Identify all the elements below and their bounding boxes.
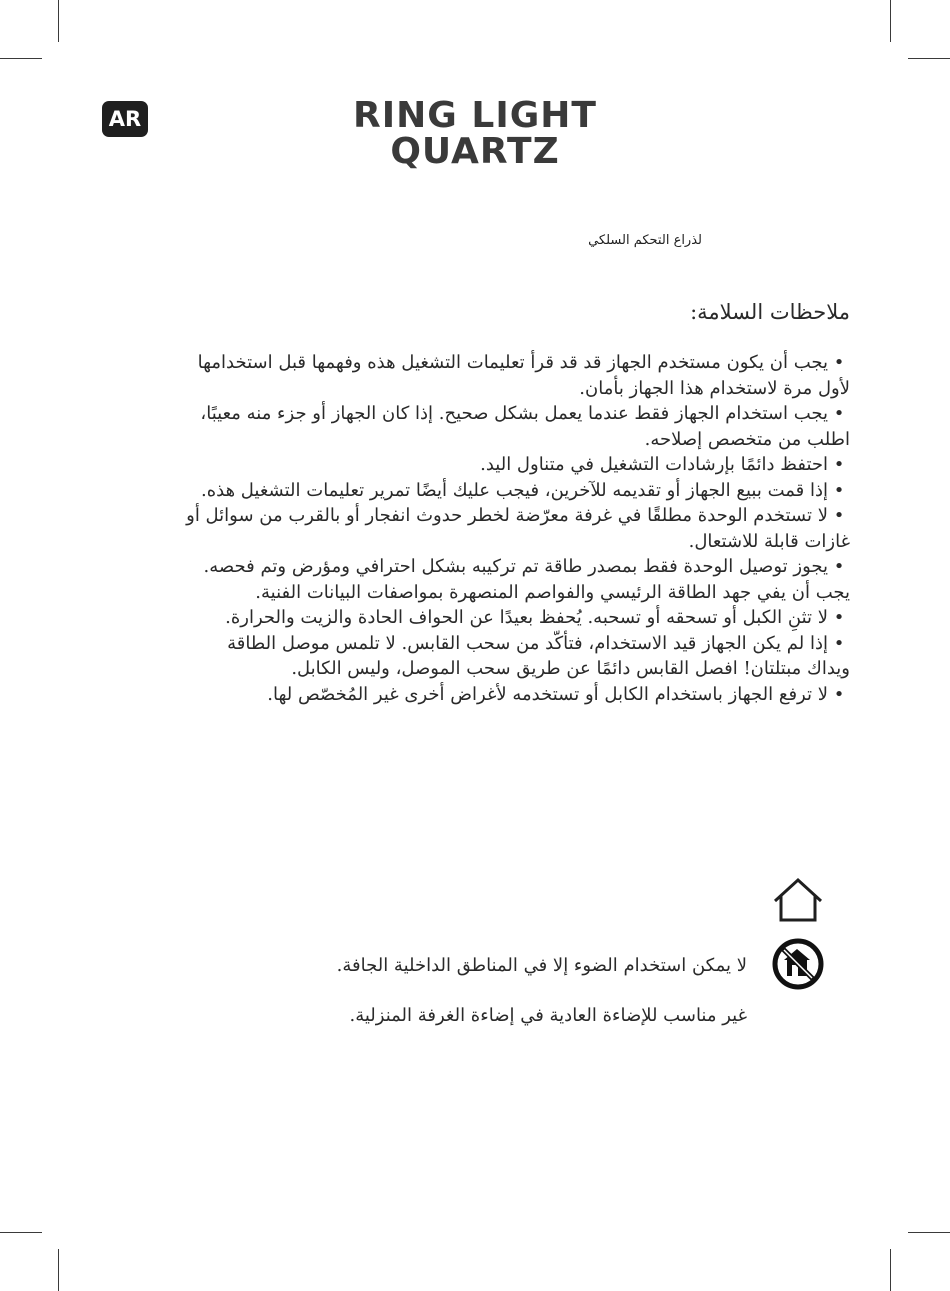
not-room-lighting-note: غير مناسب للإضاءة العادية في إضاءة الغرفة المنزلية. xyxy=(349,1005,747,1026)
house-icon xyxy=(772,877,824,923)
safety-note: •لا تثنِ الكبل أو تسحقه أو تسحبه. يُحفظ بعيدًا عن الحواف الحادة والزيت والحرارة. xyxy=(185,605,850,631)
crop-mark-top-right xyxy=(890,0,891,42)
safety-note: •إذا قمت ببيع الجهاز أو تقديمه للآخرين، فيجب عليك أيضًا تمرير تعليمات التشغيل هذه. xyxy=(185,478,850,504)
bullet-icon: • xyxy=(833,683,845,705)
safety-note: •يجب أن يكون مستخدم الجهاز قد قد قرأ تعليمات التشغيل هذه وفهمها قبل استخدامها لأول مرة لاستخدام هذا الجهاز بأمان. xyxy=(197,352,850,399)
crop-mark-top-right-h xyxy=(908,58,950,59)
safety-note: •احتفظ دائمًا بإرشادات التشغيل في متناول اليد. xyxy=(185,452,850,478)
no-outdoor-use-icon xyxy=(772,938,824,990)
bullet-icon: • xyxy=(833,352,845,373)
crop-mark-top-left-h xyxy=(0,58,42,59)
bullet-icon: • xyxy=(833,454,845,475)
bullet-icon: • xyxy=(833,556,845,577)
bullet-icon: • xyxy=(833,479,845,501)
crop-mark-bottom-left xyxy=(58,1249,59,1291)
safety-note: •لا تستخدم الوحدة مطلقًا في غرفة معرّضة لخطر حدوث انفجار أو بالقرب من سوائل أو غازات قابلة للاشتعال. xyxy=(186,505,850,552)
crop-mark-top-left xyxy=(58,0,59,42)
safety-notes-list xyxy=(185,350,850,707)
language-badge: AR xyxy=(102,101,148,137)
product-title-line1: RING LIGHT xyxy=(353,95,597,136)
bullet-icon: • xyxy=(833,505,845,526)
crop-mark-bottom-right-h xyxy=(908,1232,950,1233)
bullet-icon: • xyxy=(833,403,845,424)
safety-note: •إذا لم يكن الجهاز قيد الاستخدام، فتأكّد من سحب القابس. لا تلمس موصل الطاقة ويداك مبتلتان! افصل القابس دائمًا عن طريق سحب الموصل، وليس الكابل. xyxy=(227,632,850,679)
indoor-only-note: لا يمكن استخدام الضوء إلا في المناطق الداخلية الجافة. xyxy=(336,955,747,976)
safety-note: •يجب استخدام الجهاز فقط عندما يعمل بشكل صحيح. إذا كان الجهاز أو جزء منه معيبًا، اطلب من متخصص إصلاحه. xyxy=(200,403,850,450)
product-title-line2: QUARTZ xyxy=(390,131,560,172)
safety-note: •يجوز توصيل الوحدة فقط بمصدر طاقة تم تركيبه بشكل احترافي ومؤرض وتم فحصه. يجب أن يفي جهد الطاقة الرئيسي والفواصم المنصهرة بمواصفات البيانات الفنية. xyxy=(203,556,850,603)
bullet-icon: • xyxy=(833,632,845,654)
bullet-icon: • xyxy=(833,607,845,628)
product-title xyxy=(0,95,950,172)
crop-mark-bottom-left-h xyxy=(0,1232,42,1233)
safety-heading: ملاحظات السلامة: xyxy=(690,300,850,324)
safety-note: •لا ترفع الجهاز باستخدام الكابل أو تستخدمه لأغراض أخرى غير المُخصّص لها. xyxy=(185,682,850,708)
crop-mark-bottom-right xyxy=(890,1249,891,1291)
product-subtitle: لذراع التحكم السلكي xyxy=(588,233,702,248)
